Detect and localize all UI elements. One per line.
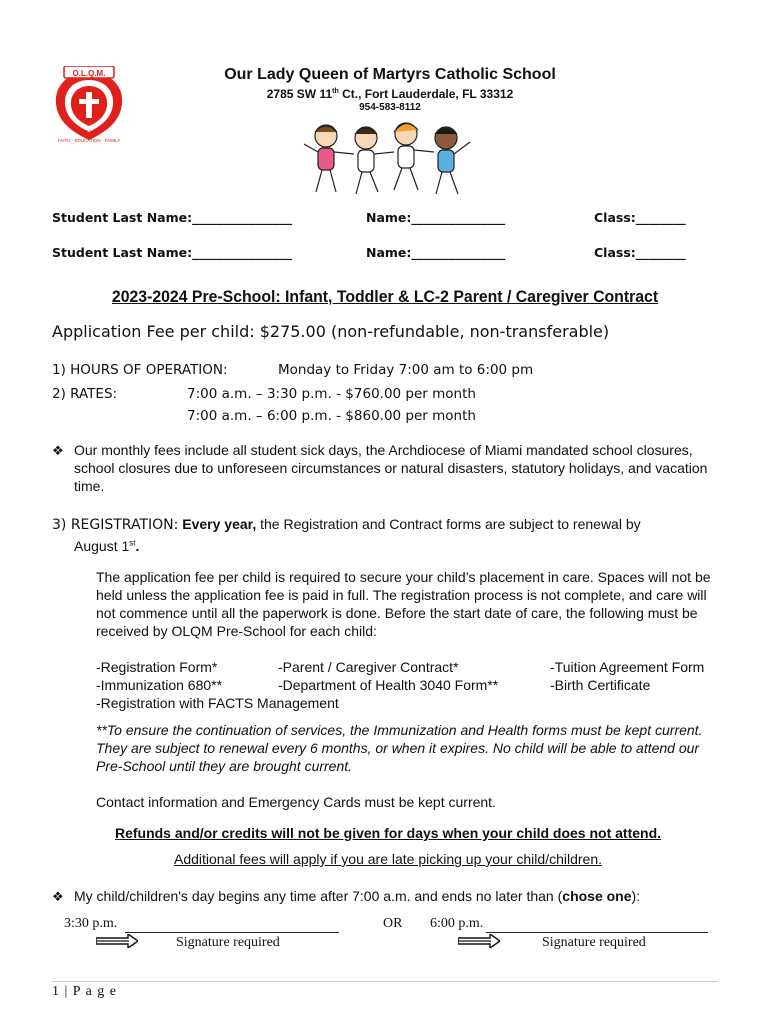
name-field-2[interactable]: Name:_______________ [366, 245, 506, 260]
hours-label: 1) HOURS OF OPERATION: [52, 362, 228, 378]
school-phone: 954-583-8112 [359, 102, 421, 113]
rate-line-1: 7:00 a.m. – 3:30 p.m. - $760.00 per month [187, 386, 476, 402]
signature-line-1[interactable] [125, 932, 339, 933]
option-600: 6:00 p.m. [430, 916, 484, 931]
registration-date: August 1st. [74, 538, 140, 554]
bullet-icon-2: ❖ [52, 889, 64, 904]
late-fee-note: Additional fees will apply if you are late picking up your child/children. [173, 851, 602, 867]
option-330: 3:30 p.m. [64, 916, 118, 931]
student-last-name-field-1[interactable]: Student Last Name:________________ [52, 210, 293, 225]
form-health: -Department of Health 3040 Form** [278, 677, 499, 693]
children-illustration [298, 118, 474, 198]
or-label: OR [383, 916, 403, 931]
registration-heading: 3) REGISTRATION: Every year, the Registration and Contract forms are subject to renewal by [52, 516, 641, 533]
form-birth-certificate: -Birth Certificate [550, 677, 651, 693]
contract-title: 2023-2024 Pre-School: Infant, Toddler & LC-2 Parent / Caregiver Contract [111, 287, 659, 306]
refunds-note: Refunds and/or credits will not be given for days when your child does not attend. [114, 825, 662, 841]
logo-motto: FAITH · EDUCATION · FAMILY [57, 138, 121, 143]
rates-label: 2) RATES: [52, 386, 118, 402]
hours-value: Monday to Friday 7:00 am to 6:00 pm [278, 362, 534, 378]
student-last-name-field-2[interactable]: Student Last Name:________________ [52, 245, 293, 260]
form-facts: -Registration with FACTS Management [96, 695, 339, 711]
signature-label-2: Signature required [542, 935, 646, 950]
class-field-2[interactable]: Class:________ [594, 245, 686, 260]
logo-est: EST 1927 [77, 130, 101, 136]
pickup-choice-note: My child/children's day begins any time after 7:00 a.m. and ends no later than (chose one): [74, 888, 641, 904]
rate-line-2: 7:00 a.m. – 6:00 p.m. - $860.00 per month [187, 408, 476, 424]
logo-text: O.L.Q.M. [72, 69, 106, 78]
signature-label-1: Signature required [176, 935, 280, 950]
footer-divider [52, 981, 718, 982]
form-immunization: -Immunization 680** [96, 677, 223, 693]
school-address: 2785 SW 11th Ct., Fort Lauderdale, FL 33312 [266, 87, 514, 101]
signature-line-2[interactable] [486, 932, 708, 933]
immunization-note: **To ensure the continuation of services, the Immunization and Health forms must be kept current. They are subject to renewal every 6 months, or when it expires. No child will be able to attend our Pre-School until they are brought current. [96, 722, 703, 774]
class-field-1[interactable]: Class:________ [594, 210, 686, 225]
form-tuition: -Tuition Agreement Form [550, 659, 705, 675]
form-registration: -Registration Form* [96, 659, 218, 675]
monthly-fees-note: Our monthly fees include all student sick days, the Archdiocese of Miami mandated school closures, school closures due to unforeseen circumstances or natural disasters, statutory holidays, and vacation time. [74, 442, 708, 494]
page-number: 1 | P a g e [52, 984, 117, 999]
name-field-1[interactable]: Name:_______________ [366, 210, 506, 225]
form-contract: -Parent / Caregiver Contract* [278, 659, 459, 675]
bullet-icon: ❖ [52, 443, 64, 458]
contact-note: Contact information and Emergency Cards must be kept current. [96, 794, 496, 810]
school-name: Our Lady Queen of Martyrs Catholic School [224, 66, 556, 83]
arrow-right-icon-2 [458, 934, 500, 948]
application-fee: Application Fee per child: $275.00 (non-refundable, non-transferable) [52, 322, 610, 341]
registration-paragraph: The application fee per child is required to secure your child’s placement in care. Spaces will not be held unless the application fee is paid in full. The registration process is not complete, and care will not commence until all the paperwork is done. Before the start date of care, the following must be received by OLQM Pre-School for each child: [96, 569, 711, 639]
arrow-right-icon [96, 934, 138, 948]
